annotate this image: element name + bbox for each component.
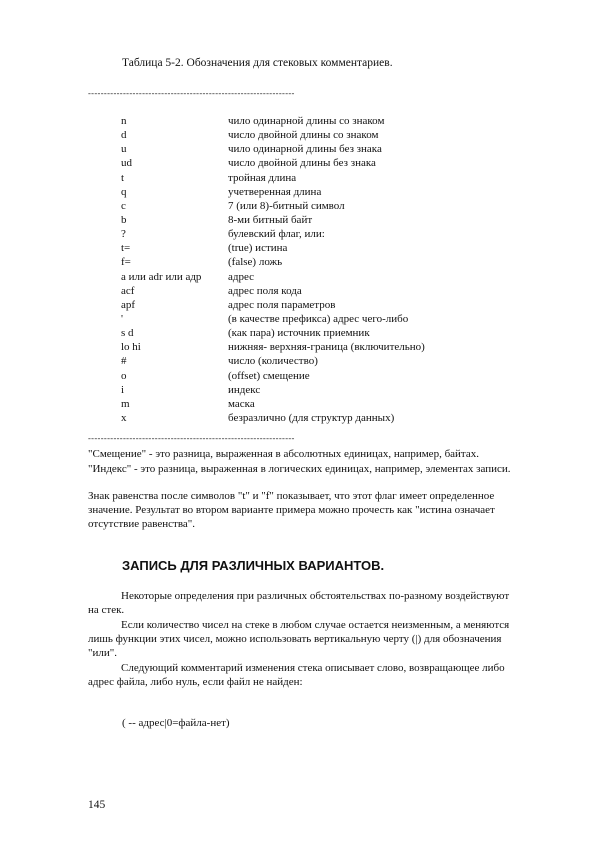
paragraph-line: значение. Результат во втором варианте примера можно прочесть как "истина означает xyxy=(88,504,495,516)
table-description: маска xyxy=(228,397,255,410)
paragraph-line: Знак равенства после символов "t" и "f" показывает, что этот флаг имеет определенное xyxy=(88,490,495,502)
paragraph-line: на стек. xyxy=(88,604,125,616)
table-description: учетверенная длина xyxy=(228,185,322,198)
table-symbol: i xyxy=(121,383,125,396)
paragraph-count xyxy=(88,618,558,660)
table-symbol: lo hi xyxy=(121,341,141,354)
table-description: нижняя- верхняя-граница (включительно) xyxy=(228,341,425,354)
paragraph-line: Следующий комментарий изменения стека описывает слово, возвращающее либо xyxy=(121,662,505,674)
table-description: тройная длина xyxy=(228,171,297,184)
table-symbol: t= xyxy=(121,242,131,255)
table-symbol: o xyxy=(121,369,127,382)
table-symbol: apf xyxy=(121,298,136,311)
table-symbol: q xyxy=(121,185,127,198)
paragraph-equals xyxy=(88,489,558,531)
table-symbol: d xyxy=(121,129,127,142)
table-symbol: a или adr или адр xyxy=(121,270,202,283)
table-description: (offset) смещение xyxy=(228,369,310,382)
table-symbol: m xyxy=(121,397,130,410)
table-description: адрес поля параметров xyxy=(228,298,336,311)
table-description: (в качестве префикса) адрес чего-либо xyxy=(228,312,409,325)
table-description: число двойной длины без знака xyxy=(228,157,376,170)
table-description: 7 (или 8)-битный символ xyxy=(228,199,345,212)
table-symbol: b xyxy=(121,213,127,226)
paragraph-line: адрес файла, либо нуль, если файл не найден: xyxy=(88,676,303,688)
table-symbol: acf xyxy=(121,284,135,297)
paragraph-line: отсутствие равенства". xyxy=(88,518,196,530)
table-description: число (количество) xyxy=(228,355,318,368)
stack-comment-example: ( -- адрес|0=файла-нет) xyxy=(122,717,230,729)
table-description: адрес xyxy=(228,270,255,283)
table-description: булевский флаг, или: xyxy=(228,228,325,241)
table-symbol: t xyxy=(121,171,125,184)
paragraph-line: Если количество чисел на стеке в любом случае остается неизменным, а меняются xyxy=(121,619,510,631)
paragraph-comment xyxy=(88,661,558,689)
note-index: "Индекс" - это разница, выраженная в логических единицах, например, элементах записи. xyxy=(88,463,511,475)
table-description: безразлично (для структур данных) xyxy=(228,411,395,424)
separator-top: ----------------------------------------------------------------- xyxy=(88,88,295,98)
note-offset: "Смещение" - это разница, выраженная в абсолютных единицах, например, байтах. xyxy=(88,448,480,460)
table-symbol: ud xyxy=(121,157,132,170)
table-symbol: c xyxy=(121,199,126,212)
paragraph-definitions xyxy=(88,589,558,617)
table-symbol: ' xyxy=(121,312,123,325)
paragraph-line: лишь функции этих чисел, можно использовать вертикальную черту (|) для обозначения xyxy=(88,633,502,645)
paragraph-line: Некоторые определения при различных обстоятельствах по-разному воздействуют xyxy=(121,590,510,602)
table-symbol: x xyxy=(121,411,127,424)
section-heading: ЗАПИСЬ ДЛЯ РАЗЛИЧНЫХ ВАРИАНТОВ. xyxy=(122,558,385,573)
table-description: чило одинарной длины без знака xyxy=(228,143,382,156)
table-description: адрес поля кода xyxy=(228,284,302,297)
separator-bottom: ----------------------------------------------------------------- xyxy=(88,433,295,443)
paragraph-line: "или". xyxy=(88,647,117,659)
table-description: чило одинарной длины со знаком xyxy=(228,115,385,127)
table-symbol: s d xyxy=(121,327,134,340)
table-description: индекс xyxy=(228,383,261,396)
table-description: (как пара) источник приемник xyxy=(228,327,370,340)
table-description: (true) истина xyxy=(228,242,288,255)
table-description: (false) ложь xyxy=(228,256,283,269)
table-symbol: # xyxy=(121,355,127,368)
table-symbol: f= xyxy=(121,256,131,269)
table-description: 8-ми битный байт xyxy=(228,213,313,226)
table-symbol: n xyxy=(121,115,127,127)
page-number: 145 xyxy=(88,799,106,811)
table-description: число двойной длины со знаком xyxy=(228,129,379,142)
table-symbol: ? xyxy=(121,228,126,241)
table-caption: Таблица 5-2. Обозначения для стековых комментариев. xyxy=(122,57,393,69)
table-symbol: u xyxy=(121,143,127,156)
